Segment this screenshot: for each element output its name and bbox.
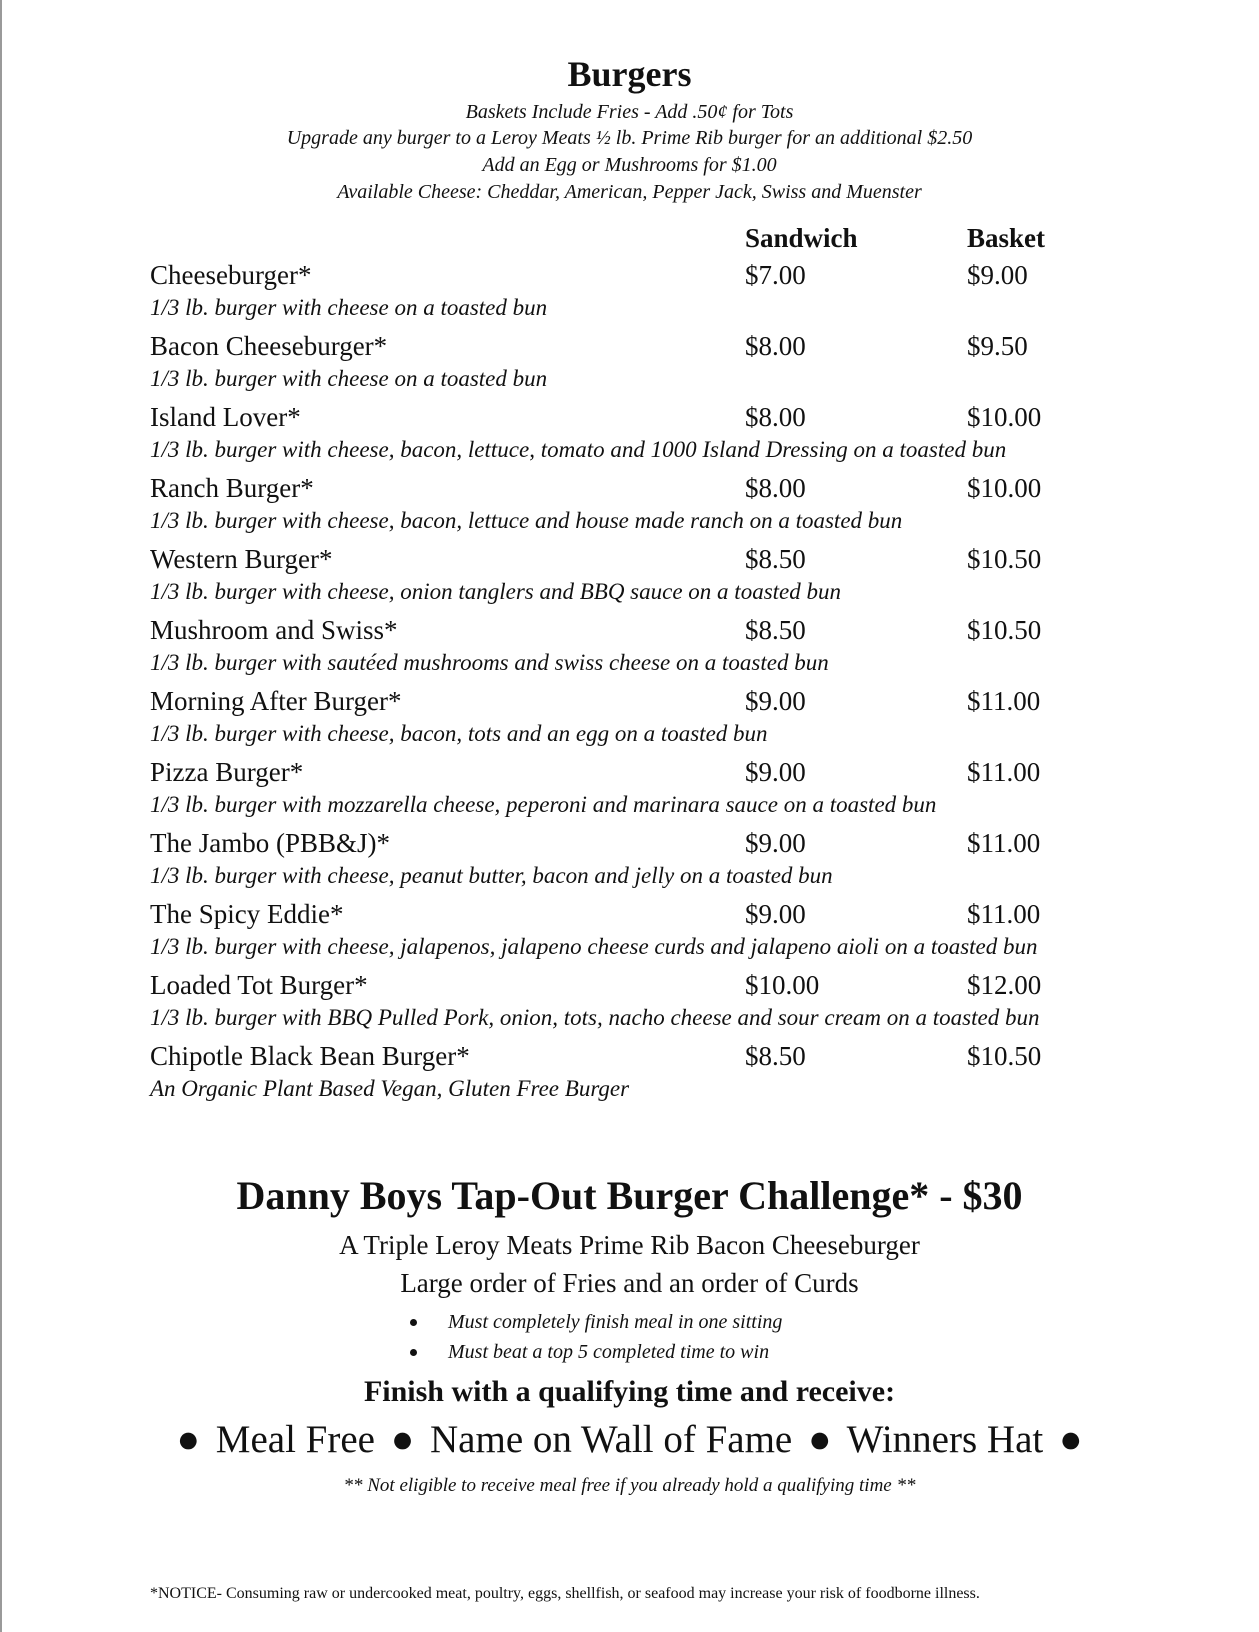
- basket-price: $10.50: [967, 544, 1042, 574]
- basket-price: $11.00: [967, 757, 1041, 787]
- basket-price: $12.00: [967, 970, 1042, 1000]
- reward-winners-hat: Winners Hat: [846, 1418, 1044, 1461]
- bullet-icon: ●: [1058, 1418, 1083, 1461]
- food-safety-notice: *NOTICE- Consuming raw or undercooked meat, poultry, eggs, shellfish, or seafood may increase your risk of foodborne illness.: [150, 1585, 980, 1602]
- item-name: Morning After Burger*: [150, 686, 402, 716]
- item-description: 1/3 lb. burger with sautéed mushrooms and swiss cheese on a toasted bun: [150, 650, 829, 675]
- menu-item: [150, 967, 1130, 1038]
- item-name: Loaded Tot Burger*: [150, 970, 368, 1000]
- basket-price: $11.00: [967, 899, 1041, 929]
- item-description: 1/3 lb. burger with cheese, bacon, tots and an egg on a toasted bun: [150, 721, 768, 746]
- item-description: 1/3 lb. burger with cheese, jalapenos, jalapeno cheese curds and jalapeno aioli on a toasted bun: [150, 934, 1038, 959]
- column-header-sandwich: Sandwich: [745, 223, 858, 253]
- sandwich-price: $8.50: [745, 1041, 806, 1071]
- basket-price: $10.00: [967, 473, 1042, 503]
- item-description: 1/3 lb. burger with cheese on a toasted bun: [150, 366, 548, 391]
- sandwich-price: $10.00: [745, 970, 820, 1000]
- item-name: Chipotle Black Bean Burger*: [150, 1041, 470, 1071]
- basket-price: $9.50: [967, 331, 1028, 361]
- sandwich-price: $7.00: [745, 260, 806, 290]
- item-name: Cheeseburger*: [150, 260, 312, 290]
- bullet-icon: ●: [807, 1418, 832, 1461]
- basket-price: $11.00: [967, 828, 1041, 858]
- menu-item: [150, 470, 1130, 541]
- item-description: 1/3 lb. burger with cheese on a toasted bun: [150, 295, 548, 320]
- item-name: Island Lover*: [150, 402, 301, 432]
- basket-price: $11.00: [967, 686, 1041, 716]
- sandwich-price: $8.50: [745, 615, 806, 645]
- bullet-icon: ●: [390, 1418, 415, 1461]
- sandwich-price: $9.00: [745, 686, 806, 716]
- menu-list: [150, 257, 1130, 1109]
- column-header-basket: Basket: [967, 223, 1046, 253]
- sandwich-price: $8.00: [745, 331, 806, 361]
- menu-item: [150, 328, 1130, 399]
- sandwich-price: $8.50: [745, 544, 806, 574]
- reward-wall-of-fame: Name on Wall of Fame: [430, 1418, 793, 1461]
- rule-text: Must completely finish meal in one sitting: [448, 1311, 783, 1333]
- item-description: 1/3 lb. burger with BBQ Pulled Pork, onion, tots, nacho cheese and sour cream on a toasted bun: [150, 1005, 1040, 1030]
- menu-item: [150, 399, 1130, 470]
- menu-item: [150, 825, 1130, 896]
- reward-meal-free: Meal Free: [215, 1418, 375, 1461]
- item-description: 1/3 lb. burger with cheese, onion tanglers and BBQ sauce on a toasted bun: [150, 579, 841, 604]
- challenge-title: Danny Boys Tap-Out Burger Challenge* - $30: [236, 1173, 1023, 1218]
- menu-item: [150, 541, 1130, 612]
- rewards-line: [0, 1414, 1259, 1466]
- menu-item: [150, 683, 1130, 754]
- item-description: 1/3 lb. burger with cheese, peanut butter, bacon and jelly on a toasted bun: [150, 863, 833, 888]
- menu-item: [150, 612, 1130, 683]
- item-description: 1/3 lb. burger with cheese, bacon, lettuce and house made ranch on a toasted bun: [150, 508, 903, 533]
- rule-text: Must beat a top 5 completed time to win: [448, 1341, 770, 1363]
- rule-item: [410, 1337, 782, 1367]
- menu-item: [150, 754, 1130, 825]
- item-name: Mushroom and Swiss*: [150, 615, 398, 645]
- item-name: Ranch Burger*: [150, 473, 314, 503]
- note-cheese: Available Cheese: Cheddar, American, Pepper Jack, Swiss and Muenster: [337, 181, 922, 203]
- item-name: Western Burger*: [150, 544, 333, 574]
- item-name: The Spicy Eddie*: [150, 899, 344, 929]
- basket-price: $10.50: [967, 615, 1042, 645]
- challenge-rules: [410, 1307, 782, 1367]
- bullet-icon: [410, 1319, 417, 1326]
- note-tots: Baskets Include Fries - Add .50¢ for Tots: [465, 101, 794, 123]
- rule-item: [410, 1307, 782, 1337]
- basket-price: $10.50: [967, 1041, 1042, 1071]
- challenge-line-1: A Triple Leroy Meats Prime Rib Bacon Cheeseburger: [339, 1230, 920, 1260]
- bullet-icon: ●: [176, 1418, 201, 1461]
- sandwich-price: $9.00: [745, 899, 806, 929]
- eligibility-note: ** Not eligible to receive meal free if you already hold a qualifying time **: [343, 1475, 916, 1496]
- item-description: 1/3 lb. burger with mozzarella cheese, peperoni and marinara sauce on a toasted bun: [150, 792, 937, 817]
- item-name: Pizza Burger*: [150, 757, 304, 787]
- menu-item: [150, 257, 1130, 328]
- sandwich-price: $9.00: [745, 828, 806, 858]
- item-name: Bacon Cheeseburger*: [150, 331, 388, 361]
- challenge-line-2: Large order of Fries and an order of Curds: [400, 1268, 859, 1298]
- page-title: Burgers: [567, 54, 692, 94]
- sandwich-price: $8.00: [745, 473, 806, 503]
- sandwich-price: $8.00: [745, 402, 806, 432]
- note-egg-mushrooms: Add an Egg or Mushrooms for $1.00: [482, 154, 777, 176]
- sandwich-price: $9.00: [745, 757, 806, 787]
- bullet-icon: [410, 1349, 417, 1356]
- item-description: 1/3 lb. burger with cheese, bacon, lettuce, tomato and 1000 Island Dressing on a toasted bun: [150, 437, 1007, 462]
- finish-heading: Finish with a qualifying time and receive:: [363, 1375, 896, 1408]
- basket-price: $10.00: [967, 402, 1042, 432]
- menu-item: [150, 1038, 1130, 1109]
- note-upgrade: Upgrade any burger to a Leroy Meats ½ lb. Prime Rib burger for an additional $2.50: [286, 127, 973, 149]
- menu-item: [150, 896, 1130, 967]
- basket-price: $9.00: [967, 260, 1028, 290]
- item-description: An Organic Plant Based Vegan, Gluten Free Burger: [150, 1076, 630, 1101]
- item-name: The Jambo (PBB&J)*: [150, 828, 390, 858]
